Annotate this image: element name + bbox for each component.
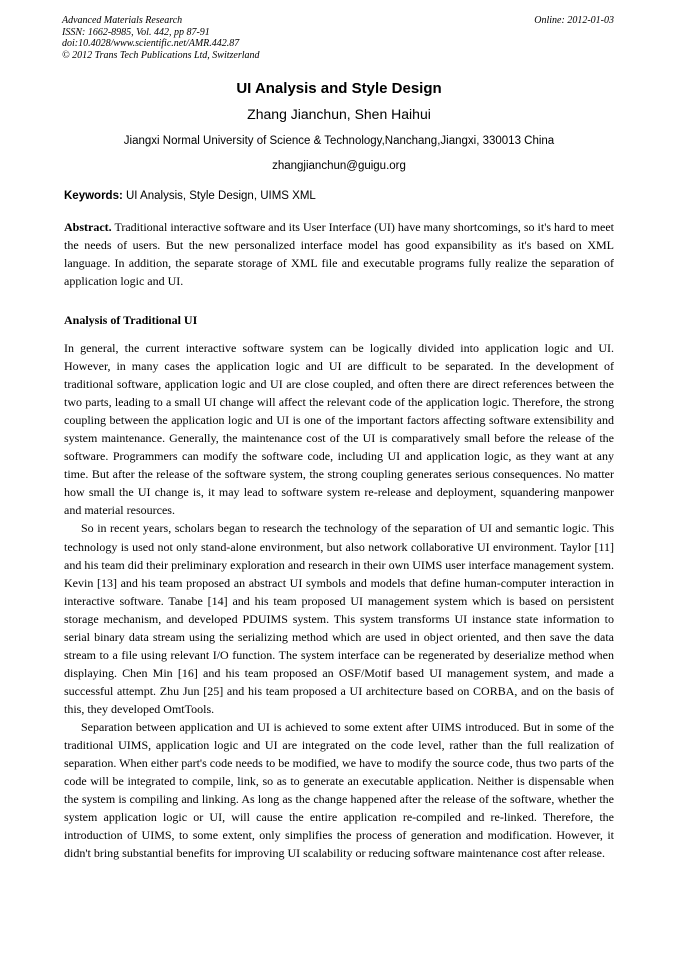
- issn-line: ISSN: 1662-8985, Vol. 442, pp 87-91: [62, 26, 210, 38]
- section-heading: Analysis of Traditional UI: [64, 313, 198, 327]
- online-date: Online: 2012-01-03: [534, 15, 614, 26]
- paper-authors: Zhang Jianchun, Shen Haihui: [247, 106, 431, 122]
- doi-line: doi:10.4028/www.scientific.net/AMR.442.87: [62, 38, 240, 49]
- journal-header: [62, 15, 614, 61]
- author-email: zhangjianchun@guigu.org: [272, 160, 406, 172]
- paragraph: So in recent years, scholars began to research the technology of the separation of UI and semantic logic. This technology is used not only stand-alone environment, but also network collaborative UI environment. Taylor [11] and his team did their preliminary exploration and research in their own UIMS user interface management system. Kevin [13] and his team proposed an abstract UI symbols and models that define human-computer interaction in interactive software. Tanabe [14] and his team proposed UI management system which is based on persistent storage mechanism, and developed PDUIMS system. This system transforms UI instance state information to serial binary data stream using the serializing method which are used in object oriented, and then save the data stream to a file using relevant I/O function. The system interface can be regenerated by deserialize method when displaying. Chen Min [16] and his team proposed an OSF/Motif based UI management system, and made a successful attempt. Zhu Jun [25] and his team proposed a UI architecture based on CORBA, and on the basis of this, they developed OmtTools.: [64, 521, 614, 716]
- paragraph: In general, the current interactive software system can be logically divided into application logic and UI. However, in many cases the application logic and UI are difficult to be separated. In the development of traditional software, application logic and UI are close coupled, and often there are direct references between the two parts, leading to a small UI change will affect the relevant code of the application logic. Therefore, the strong coupling between the application logic and UI is one of the important factors affecting software extensibility and system maintenance. Generally, the maintenance cost of the UI is comparatively small before the release of the software. Programmers can modify the software code, including UI and application logic, as they want at any time. But after the release of the software system, the strong coupling generates serious consequences. No matter how small the UI change is, it may lead to software system re-release and deployment, squandering manpower and material resources.: [64, 341, 614, 518]
- copyright-line: © 2012 Trans Tech Publications Ltd, Switzerland: [62, 49, 260, 61]
- keywords: [64, 190, 616, 202]
- abstract-text: Traditional interactive software and its User Interface (UI) have many shortcomings, so it's hard to meet the needs of users. But the new personalized interface model has good expansibility as it's based on XML language. In addition, the separate storage of XML file and executable programs fully realize the separation of application logic and UI.: [64, 220, 615, 289]
- author-affiliation: Jiangxi Normal University of Science & Technology,Nanchang,Jiangxi, 330013 China: [123, 135, 555, 147]
- abstract: [64, 218, 614, 290]
- keywords-text: UI Analysis, Style Design, UIMS XML: [122, 190, 316, 202]
- section-body: [64, 339, 614, 862]
- paragraph: Separation between application and UI is achieved to some extent after UIMS introduced. But in some of the traditional UIMS, application logic and UI are integrated on the code level, rather than the full realization of separation. When either part's code needs to be modified, we have to modify the source code, thus two parts of the code will be integrated to compile, link, so as to generate an executable application. Neither is dispensable when the system is compiling and linking. As long as the change happened after the release of the software, whether the system application logic or UI, will cause the entire application re-compiled and re-linked. Therefore, the introduction of UIMS, to some extent, only simplifies the process of generation and modification. However, it didn't bring substantial benefits for improving UI scalability or reducing software maintenance cost after release.: [64, 719, 614, 861]
- keywords-label: Keywords:: [64, 190, 123, 202]
- paper-title: UI Analysis and Style Design: [236, 80, 442, 97]
- journal-name: Advanced Materials Research: [62, 15, 183, 26]
- abstract-label: Abstract.: [64, 220, 112, 234]
